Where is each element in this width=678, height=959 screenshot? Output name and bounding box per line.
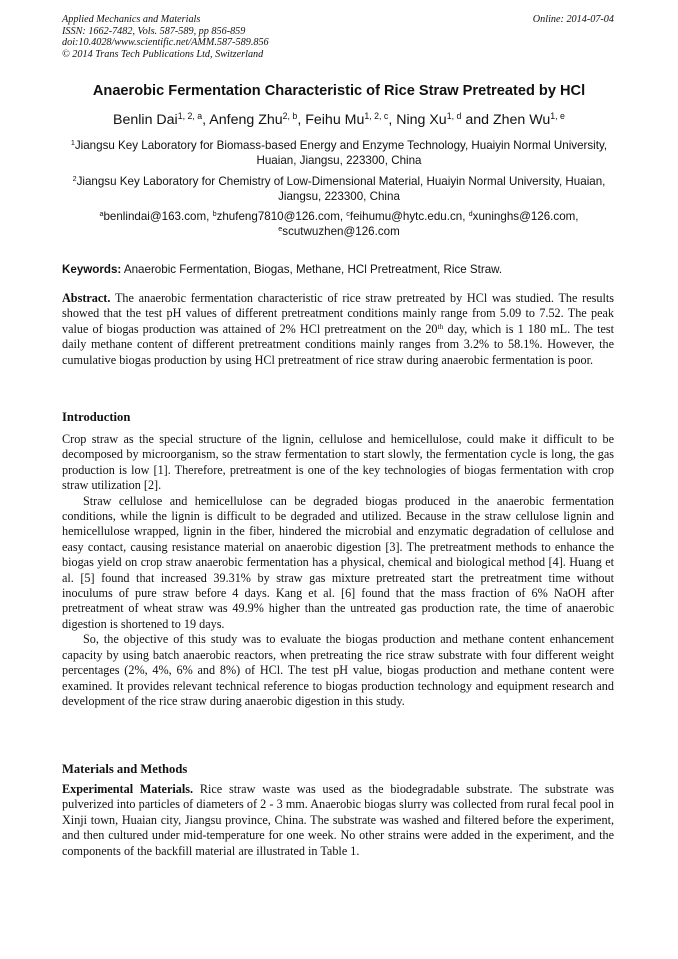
- doi-line: doi:10.4028/www.scientific.net/AMM.587-589.856: [62, 37, 269, 48]
- email-marker: a: [99, 209, 104, 219]
- email-address: zhufeng7810@126.com,: [216, 210, 347, 223]
- author-separator: ,: [297, 112, 306, 128]
- author-affiliation-marker: 1, d: [446, 111, 462, 122]
- email-address: xuninghs@126.com,: [472, 210, 579, 223]
- author-name: Ning Xu: [396, 112, 447, 128]
- issn-line: ISSN: 1662-7482, Vols. 587-589, pp 856-859: [62, 25, 246, 37]
- affiliation: [62, 138, 616, 168]
- author-separator: ,: [388, 112, 397, 128]
- online-date: Online: 2014-07-04: [532, 14, 614, 25]
- email-marker: e: [278, 224, 283, 234]
- paper-title: Anaerobic Fermentation Characteristic of Rice Straw Pretreated by HCl: [92, 83, 586, 99]
- section-heading-introduction: Introduction: [62, 410, 131, 424]
- subsection-label: Experimental Materials.: [62, 782, 194, 796]
- email-address: feihumu@hytc.edu.cn,: [349, 210, 469, 223]
- abstract-ordinal-suffix: th: [437, 321, 444, 331]
- abstract-text-continued: day, which is 1 180 mL. The test daily methane content of different pretreatment conditions mainly ranges from 3.2% to 58.1%. However, the cumulative biogas production by using HCl pretreatment of rice straw during anaerobic fermentation is poor.: [62, 321, 614, 367]
- introduction-section: [62, 432, 614, 709]
- author-name: Feihu Mu: [305, 112, 365, 128]
- keywords-text: Anaerobic Fermentation, Biogas, Methane, HCl Pretreatment, Rice Straw.: [123, 263, 503, 276]
- email-list: [62, 209, 616, 239]
- paragraph: Crop straw as the special structure of the lignin, cellulose and hemicellulose, could make it difficult to be decomposed by microorganism, so the straw fermentation to start slowly, the fermentation cycle is long, the gas production is low [1]. Therefore, pretreatment is one of the key technologies of biogas fermentation with crop straw utilization [2].: [62, 432, 614, 493]
- abstract-text: The anaerobic fermentation characteristic of rice straw pretreated by HCl was studied. The results showed that the test pH values of different pretreatment conditions mainly range from 5.09 to 7.52. The peak value of biogas production was attained of 2% HCl pretreatment on the 20: [62, 291, 614, 336]
- author-name: Zhen Wu: [492, 112, 551, 128]
- section-heading-materials-methods: Materials and Methods: [62, 762, 188, 776]
- abstract-label: Abstract.: [62, 291, 111, 305]
- author-affiliation-marker: 1, 2, a: [177, 111, 203, 122]
- email-marker: c: [346, 209, 350, 219]
- materials-section: [62, 782, 614, 859]
- paragraph: So, the objective of this study was to evaluate the biogas production and methane content enhancement capacity by using batch anaerobic reactors, when pretreating the rice straw substrate with four different weight percentages (2%, 4%, 6% and 8%) of HCl. The test pH value, biogas production and methane content were examined. It provides relevant technical reference to biogas production technology and equipment research and development of the rice straw during anaerobic digestion in this study.: [62, 632, 614, 708]
- author-name: Anfeng Zhu: [209, 112, 283, 128]
- email-marker: d: [468, 209, 473, 219]
- affiliation-text: Jiangsu Key Laboratory for Chemistry of Low-Dimensional Material, Huaiyin Normal University, Huaian, Jiangsu, 223300, China: [76, 175, 606, 203]
- email-marker: b: [212, 209, 217, 219]
- abstract: [62, 291, 614, 368]
- author-separator: and: [461, 112, 493, 128]
- email-address: benlindai@163.com,: [103, 210, 213, 223]
- author-name: Benlin Dai: [113, 112, 178, 128]
- journal-header: [62, 14, 614, 60]
- keywords-label: Keywords:: [62, 263, 122, 276]
- author-affiliation-marker: 2, b: [282, 111, 298, 122]
- author-list: [40, 110, 638, 130]
- affiliation-text: Jiangsu Key Laboratory for Biomass-based Energy and Enzyme Technology, Huaiyin Normal University, Huaian, Jiangsu, 223300, China: [74, 139, 608, 167]
- email-address: scutwuzhen@126.com: [282, 225, 400, 238]
- author-affiliation-marker: 1, 2, c: [364, 111, 389, 122]
- author-separator: ,: [202, 112, 210, 128]
- keywords: [62, 262, 614, 277]
- affiliation-marker: 1: [70, 138, 75, 148]
- affiliation: [62, 174, 616, 204]
- author-affiliation-marker: 1, e: [550, 111, 565, 122]
- paragraph: Straw cellulose and hemicellulose can be degraded biogas produced in the anaerobic fermentation conditions, while the lignin is difficult to be degraded and utilized. Because in the straw cellulose lignin and hemicellulose wrapped, lignin in the fiber, hindered the microbial and enzymatic degradation of cellulose and easy contact, causing resistance material on anaerobic digestion [3]. The pretreatment methods to enhance the biogas yield on crop straw anaerobic fermentation has a physical, chemical and biological method [4]. Huang et al. [5] found that increased 39.31% by straw gas mixture pretreated start the pretreatment time without inoculums of pure straw before 4 days. Kang et al. [6] found that the mass fraction of 6% NaOH after pretreatment of wheat straw was 49.9% higher than the untreated gas production rate, the time of anaerobic digestion is shortened to 19 days.: [62, 493, 614, 631]
- paragraph: Rice straw waste was used as the biodegradable substrate. The substrate was pulverized into particles of diameters of 2 - 3 mm. Anaerobic biogas slurry was collected from rural fecal pool in Xinji town, Huaian city, Jiangsu province, China. The substrate was washed and filtered before the experiment, and then cultured under mid-temperature for one week. No other strains were added in the experiment, and the components of the backfill material are illustrated in Table 1.: [62, 782, 614, 858]
- affiliation-marker: 2: [72, 174, 77, 184]
- copyright-line: © 2014 Trans Tech Publications Ltd, Switzerland: [62, 48, 264, 60]
- journal-name: Applied Mechanics and Materials: [62, 14, 201, 25]
